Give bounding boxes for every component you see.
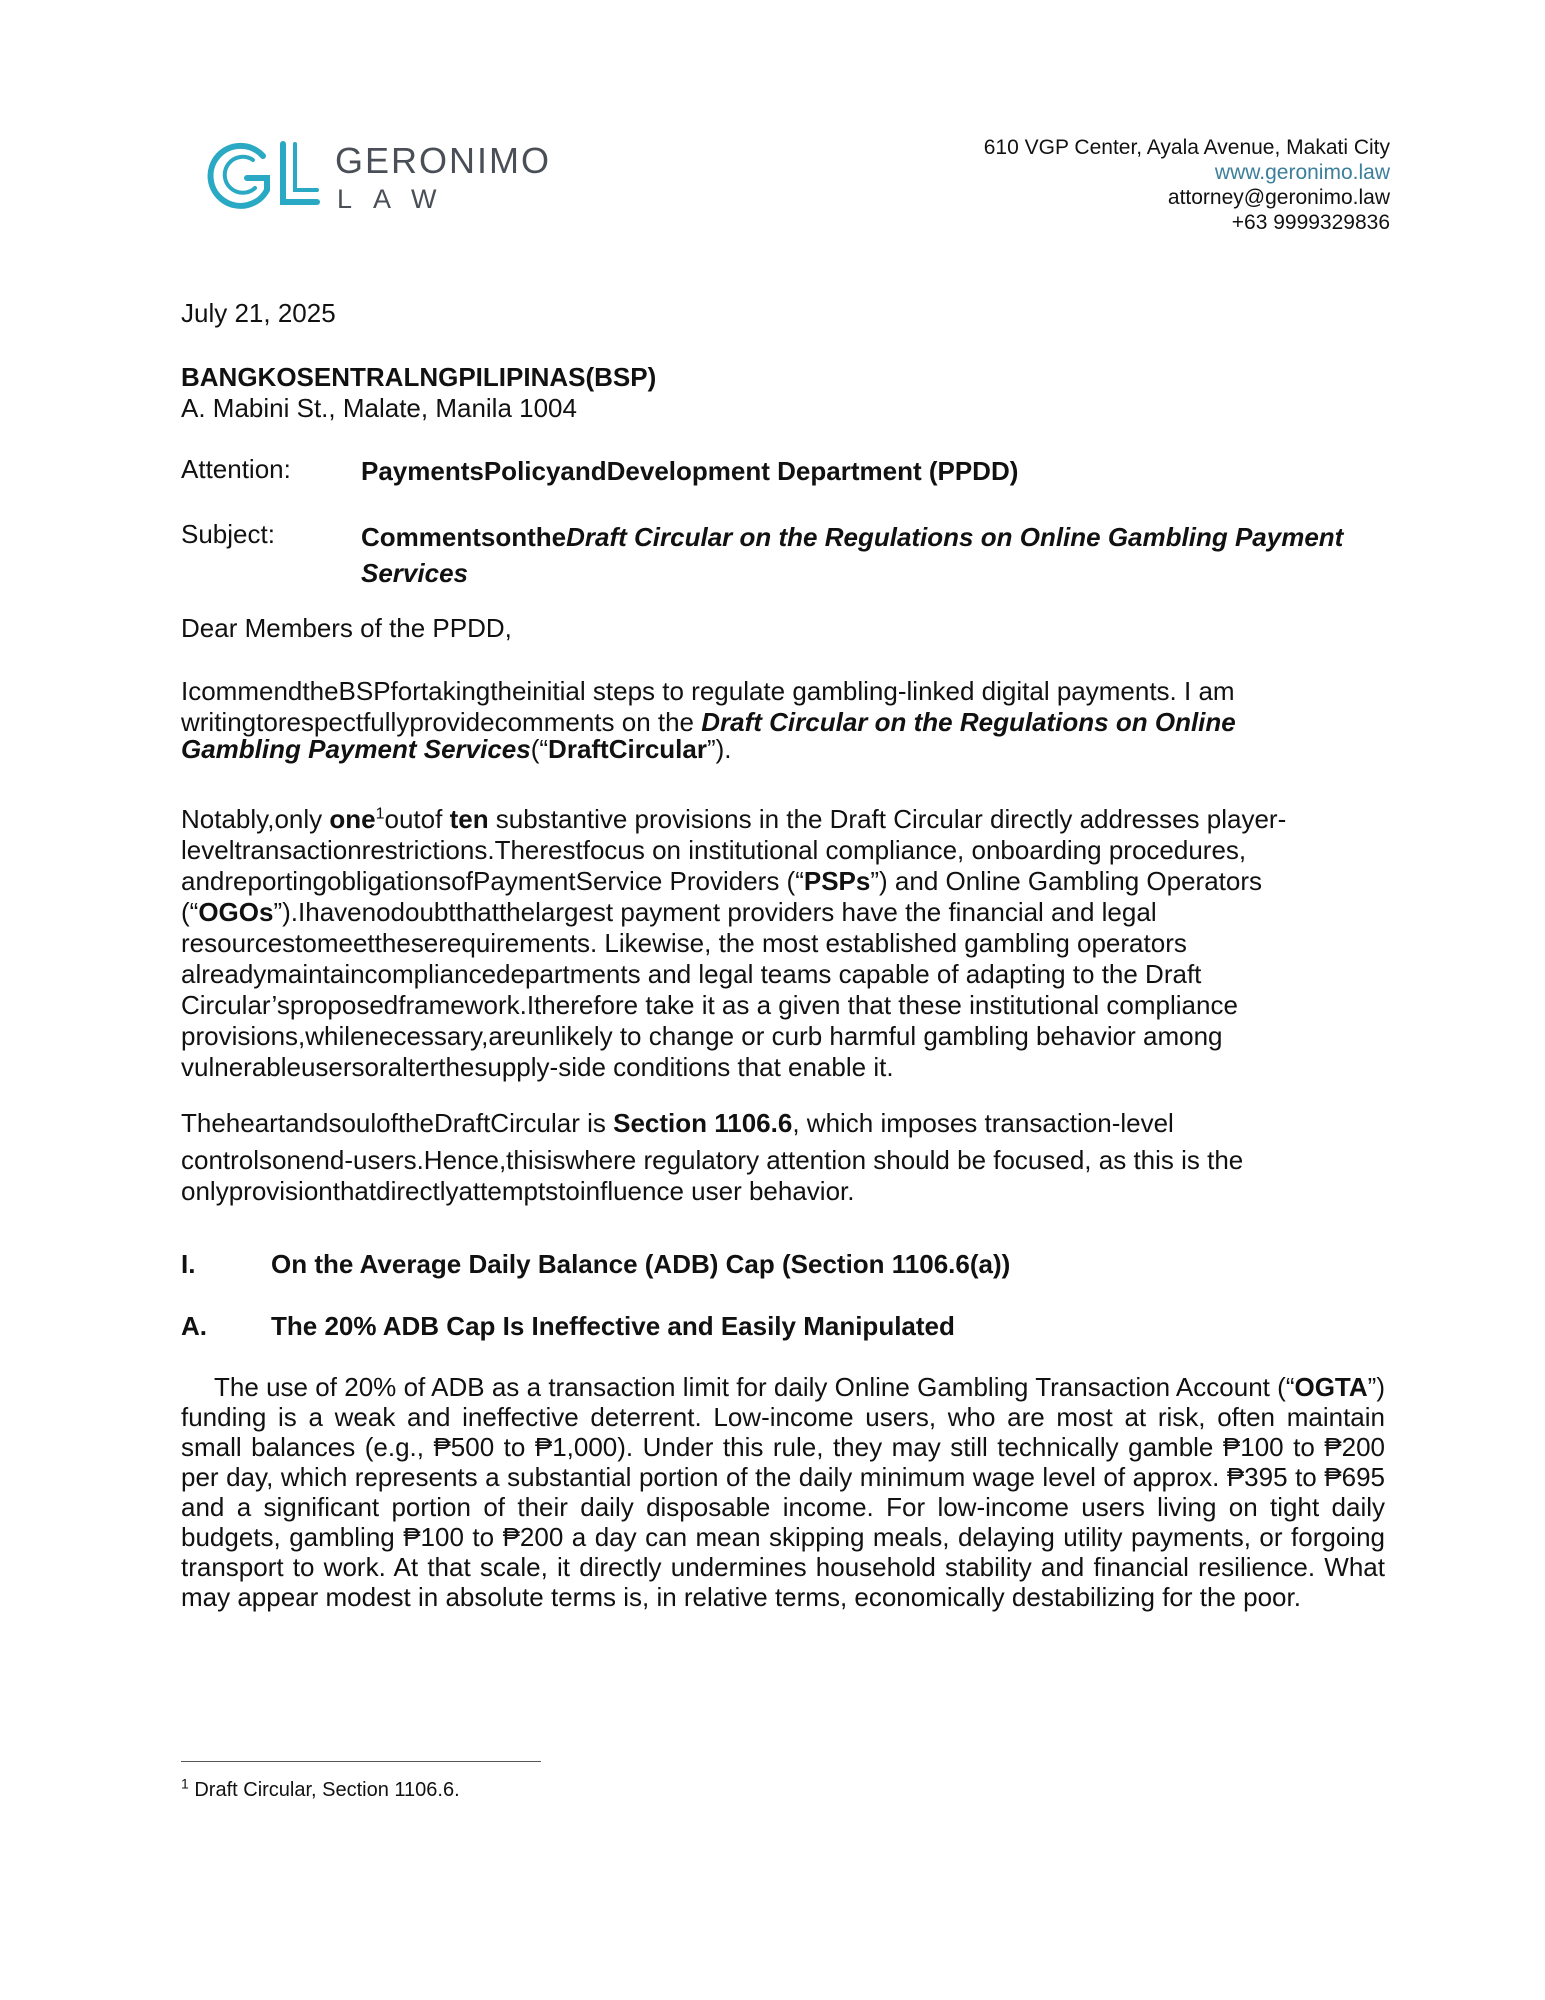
contact-phone: +63 9999329836 [1231, 211, 1390, 234]
subject-label: Subject: [181, 519, 275, 549]
heading-text: The 20% ADB Cap Is Ineffective and Easily Manipulated [271, 1311, 955, 1341]
paragraph-line: provisions,whilenecessary,areunlikely to change or curb harmful gambling behavior among [181, 1021, 1223, 1051]
attention-label: Attention: [181, 454, 291, 484]
paragraph-provisions [181, 804, 1381, 1083]
footnote-text: Draft Circular, Section 1106.6. [188, 1779, 460, 1801]
defined-term: DraftCircular [548, 734, 707, 764]
section-heading [181, 1249, 1010, 1280]
paragraph-line: Circular’sproposedframework.Itherefore take it as a given that these institutional compliance [181, 990, 1238, 1020]
paragraph-section-1106-6 [181, 1108, 1381, 1207]
recipient-name: BANGKOSENTRALNGPILIPINAS(BSP) [181, 362, 657, 392]
defined-term: OGTA [1294, 1372, 1368, 1402]
contact-email[interactable]: attorney@geronimo.law [1167, 186, 1390, 209]
footnote-ref[interactable]: 1 [375, 805, 385, 823]
gl-monogram-icon [205, 138, 330, 213]
text-span: Notably,only [181, 804, 330, 834]
text-span: andreportingobligationsofPaymentService Providers (“ [181, 866, 804, 896]
text-span: The use of 20% of ADB as a transaction limit for daily Online Gambling Transaction Account (“ [214, 1372, 1295, 1402]
subsection-heading [181, 1311, 955, 1342]
paragraph-line: leveltransactionrestrictions.Therestfocus on institutional compliance, onboarding procedures, [181, 835, 1247, 865]
logo-wordmark: GERONIMO [335, 140, 552, 181]
defined-term: PSPs [803, 866, 871, 896]
recipient-address: A. Mabini St., Malate, Manila 1004 [181, 393, 577, 423]
logo-subtitle: LAW [337, 184, 458, 214]
recipient-block [181, 362, 656, 424]
contact-website-link[interactable]: www.geronimo.law [1214, 161, 1390, 184]
subject-prefix: Commentsonthe [361, 522, 567, 552]
paragraph-line [181, 804, 1381, 835]
contact-address: 610 VGP Center, Ayala Avenue, Makati City [983, 136, 1390, 159]
letter-date: July 21, 2025 [181, 298, 336, 328]
text-span: ”) and Online Gambling Operators [870, 866, 1262, 896]
paragraph-line: vulnerableusersoralterthesupply-side conditions that enable it. [181, 1052, 894, 1082]
contact-block [870, 135, 1390, 235]
paragraph-line: resourcestomeettheserequirements. Likewise, the most established gambling operators [181, 928, 1187, 958]
subject-value [361, 519, 1371, 591]
footnote-divider [181, 1761, 541, 1762]
text-span: (“ [181, 897, 199, 927]
heading-number: I. [181, 1249, 196, 1279]
salutation: Dear Members of the PPDD, [181, 613, 512, 643]
subject-title: Draft Circular on the Regulations on Online Gambling Payment Services [361, 522, 1344, 588]
paragraph-line [181, 734, 1381, 765]
paragraph-line: onlyprovisionthatdirectlyattemptstoinfluence user behavior. [181, 1176, 855, 1206]
footnote-number: 1 [181, 1775, 189, 1792]
paragraph-line: controlsonend-users.Hence,thisiswhere regulatory attention should be focused, as this is the [181, 1145, 1244, 1175]
heading-text: On the Average Daily Balance (ADB) Cap (Section 1106.6(a)) [271, 1249, 1011, 1279]
paragraph-line: IcommendtheBSPfortakingtheinitial steps to regulate gambling-linked digital payments. I am [181, 676, 1235, 706]
text-span: ”). [706, 734, 732, 764]
text-span: ”).Ihavenodoubtthatthelargest payment providers have the financial and legal [273, 897, 1157, 927]
text-span: , which imposes transaction-level [792, 1108, 1174, 1138]
circular-title-span: Draft Circular on the Regulations on Online [701, 707, 1236, 737]
emphasis-one: one [329, 804, 376, 834]
section-reference: Section 1106.6 [613, 1108, 793, 1138]
heading-number: A. [181, 1311, 207, 1341]
paragraph-line [181, 897, 1381, 928]
text-span: TheheartandsouloftheDraftCircular is [181, 1108, 614, 1138]
attention-value: PaymentsPolicyandDevelopment Department (PPDD) [361, 456, 1019, 486]
paragraph-line: alreadymaintaincompliancedepartments and legal teams capable of adapting to the Draft [181, 959, 1202, 989]
emphasis-ten: ten [449, 804, 489, 834]
text-span: substantive provisions in the Draft Circular directly addresses player- [488, 804, 1287, 834]
defined-term: OGOs [198, 897, 274, 927]
paragraph-adb-cap [181, 1372, 1385, 1612]
footnote [181, 1775, 460, 1802]
circular-title-span: Gambling Payment Services [181, 734, 531, 764]
firm-logo [205, 138, 585, 218]
paragraph-line [181, 866, 1381, 897]
text-span: ”) funding is a weak and ineffective deterrent. Low-income users, who are most at risk, often maintain small balances (e.g., ₱500 to ₱1,000). Under this rule, they may still technically gamble ₱100 to ₱200 per day, which represents a substantial portion of the daily minimum wage level of approx. ₱395 to ₱695 and a significant portion of their daily disposable income. For low-income users living on tight daily budgets, gambling ₱100 to ₱200 a day can mean skipping meals, delaying utility payments, or forgoing transport to work. At that scale, it directly undermines household stability and financial resilience. What may appear modest in absolute terms is, in relative terms, economically destabilizing for the poor. [181, 1372, 1385, 1612]
paragraph-intro [181, 676, 1381, 765]
text-span: (“ [530, 734, 549, 764]
paragraph-line [181, 1108, 1381, 1139]
text-span: writingtorespectfullyprovidecomments on the [181, 707, 702, 737]
text-span: outof [384, 804, 450, 834]
